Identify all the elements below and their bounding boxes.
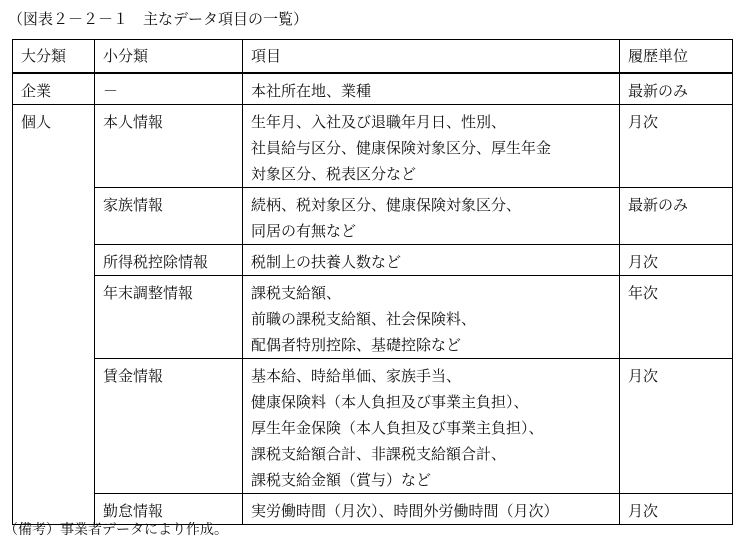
cell-items xyxy=(243,105,620,188)
header-minor-category: 小分類 xyxy=(95,40,243,74)
cell-major-category xyxy=(13,276,95,359)
item-line: 同居の有無など xyxy=(251,222,357,240)
table-row xyxy=(13,276,733,359)
cell-items xyxy=(243,188,620,245)
cell-minor-category: 家族情報 xyxy=(95,188,243,245)
cell-minor-category: 勤怠情報 xyxy=(95,494,243,525)
cell-items xyxy=(243,276,620,359)
cell-major-category: 個人 xyxy=(13,105,95,188)
cell-items xyxy=(243,494,620,525)
cell-history-unit: 月次 xyxy=(620,105,733,188)
cell-major-category xyxy=(13,245,95,276)
table-row xyxy=(13,73,733,105)
cell-history-unit: 最新のみ xyxy=(620,188,733,245)
cell-items xyxy=(243,359,620,494)
table-row xyxy=(13,105,733,188)
table-caption: （図表２－２－１ 主なデータ項目の一覧） xyxy=(8,10,309,28)
header-history-unit: 履歴単位 xyxy=(620,40,733,74)
item-line: 続柄、税対象区分、健康保険対象区分、 xyxy=(251,196,522,214)
item-line: 厚生年金保険（本人負担及び事業主負担）、 xyxy=(251,419,544,437)
item-line: 対象区分、税表区分など xyxy=(251,165,417,183)
header-major-category: 大分類 xyxy=(13,40,95,74)
item-line: 基本給、時給単価、家族手当、 xyxy=(251,367,462,385)
cell-items xyxy=(243,245,620,276)
item-line: 前職の課税支給額、社会保険料、 xyxy=(251,310,477,328)
item-line: 実労働時間（月次）、時間外労働時間（月次） xyxy=(251,502,559,520)
table-body xyxy=(13,73,733,525)
cell-major-category xyxy=(13,359,95,494)
cell-major-category xyxy=(13,188,95,245)
item-line: 本社所在地、業種 xyxy=(251,82,372,100)
cell-history-unit: 最新のみ xyxy=(620,73,733,105)
cell-history-unit: 月次 xyxy=(620,359,733,494)
item-line: 税制上の扶養人数など xyxy=(251,253,402,271)
source-note: （備考）事業者データにより作成。 xyxy=(4,522,228,538)
item-line: 社員給与区分、健康保険対象区分、厚生年金 xyxy=(251,139,552,157)
item-line: 課税支給額合計、非課税支給額合計、 xyxy=(251,445,507,463)
cell-history-unit: 月次 xyxy=(620,245,733,276)
table-row xyxy=(13,188,733,245)
table-header-row xyxy=(13,40,733,74)
item-line: 課税支給額、 xyxy=(251,284,342,302)
cell-minor-category: 本人情報 xyxy=(95,105,243,188)
cell-minor-category: 賃金情報 xyxy=(95,359,243,494)
cell-minor-category: 所得税控除情報 xyxy=(95,245,243,276)
cell-history-unit: 年次 xyxy=(620,276,733,359)
item-line: 課税支給金額（賞与）など xyxy=(251,471,432,489)
cell-minor-category: 年末調整情報 xyxy=(95,276,243,359)
item-line: 健康保険料（本人負担及び事業主負担）、 xyxy=(251,393,529,411)
item-line: 生年月、入社及び退職年月日、性別、 xyxy=(251,113,507,131)
data-items-table xyxy=(12,39,733,525)
item-line: 配偶者特別控除、基礎控除など xyxy=(251,336,462,354)
table-row xyxy=(13,245,733,276)
cell-items xyxy=(243,73,620,105)
table-row xyxy=(13,359,733,494)
cell-history-unit: 月次 xyxy=(620,494,733,525)
cell-major-category: 企業 xyxy=(13,73,95,105)
cell-minor-category: － xyxy=(95,73,243,105)
header-items: 項目 xyxy=(243,40,620,74)
